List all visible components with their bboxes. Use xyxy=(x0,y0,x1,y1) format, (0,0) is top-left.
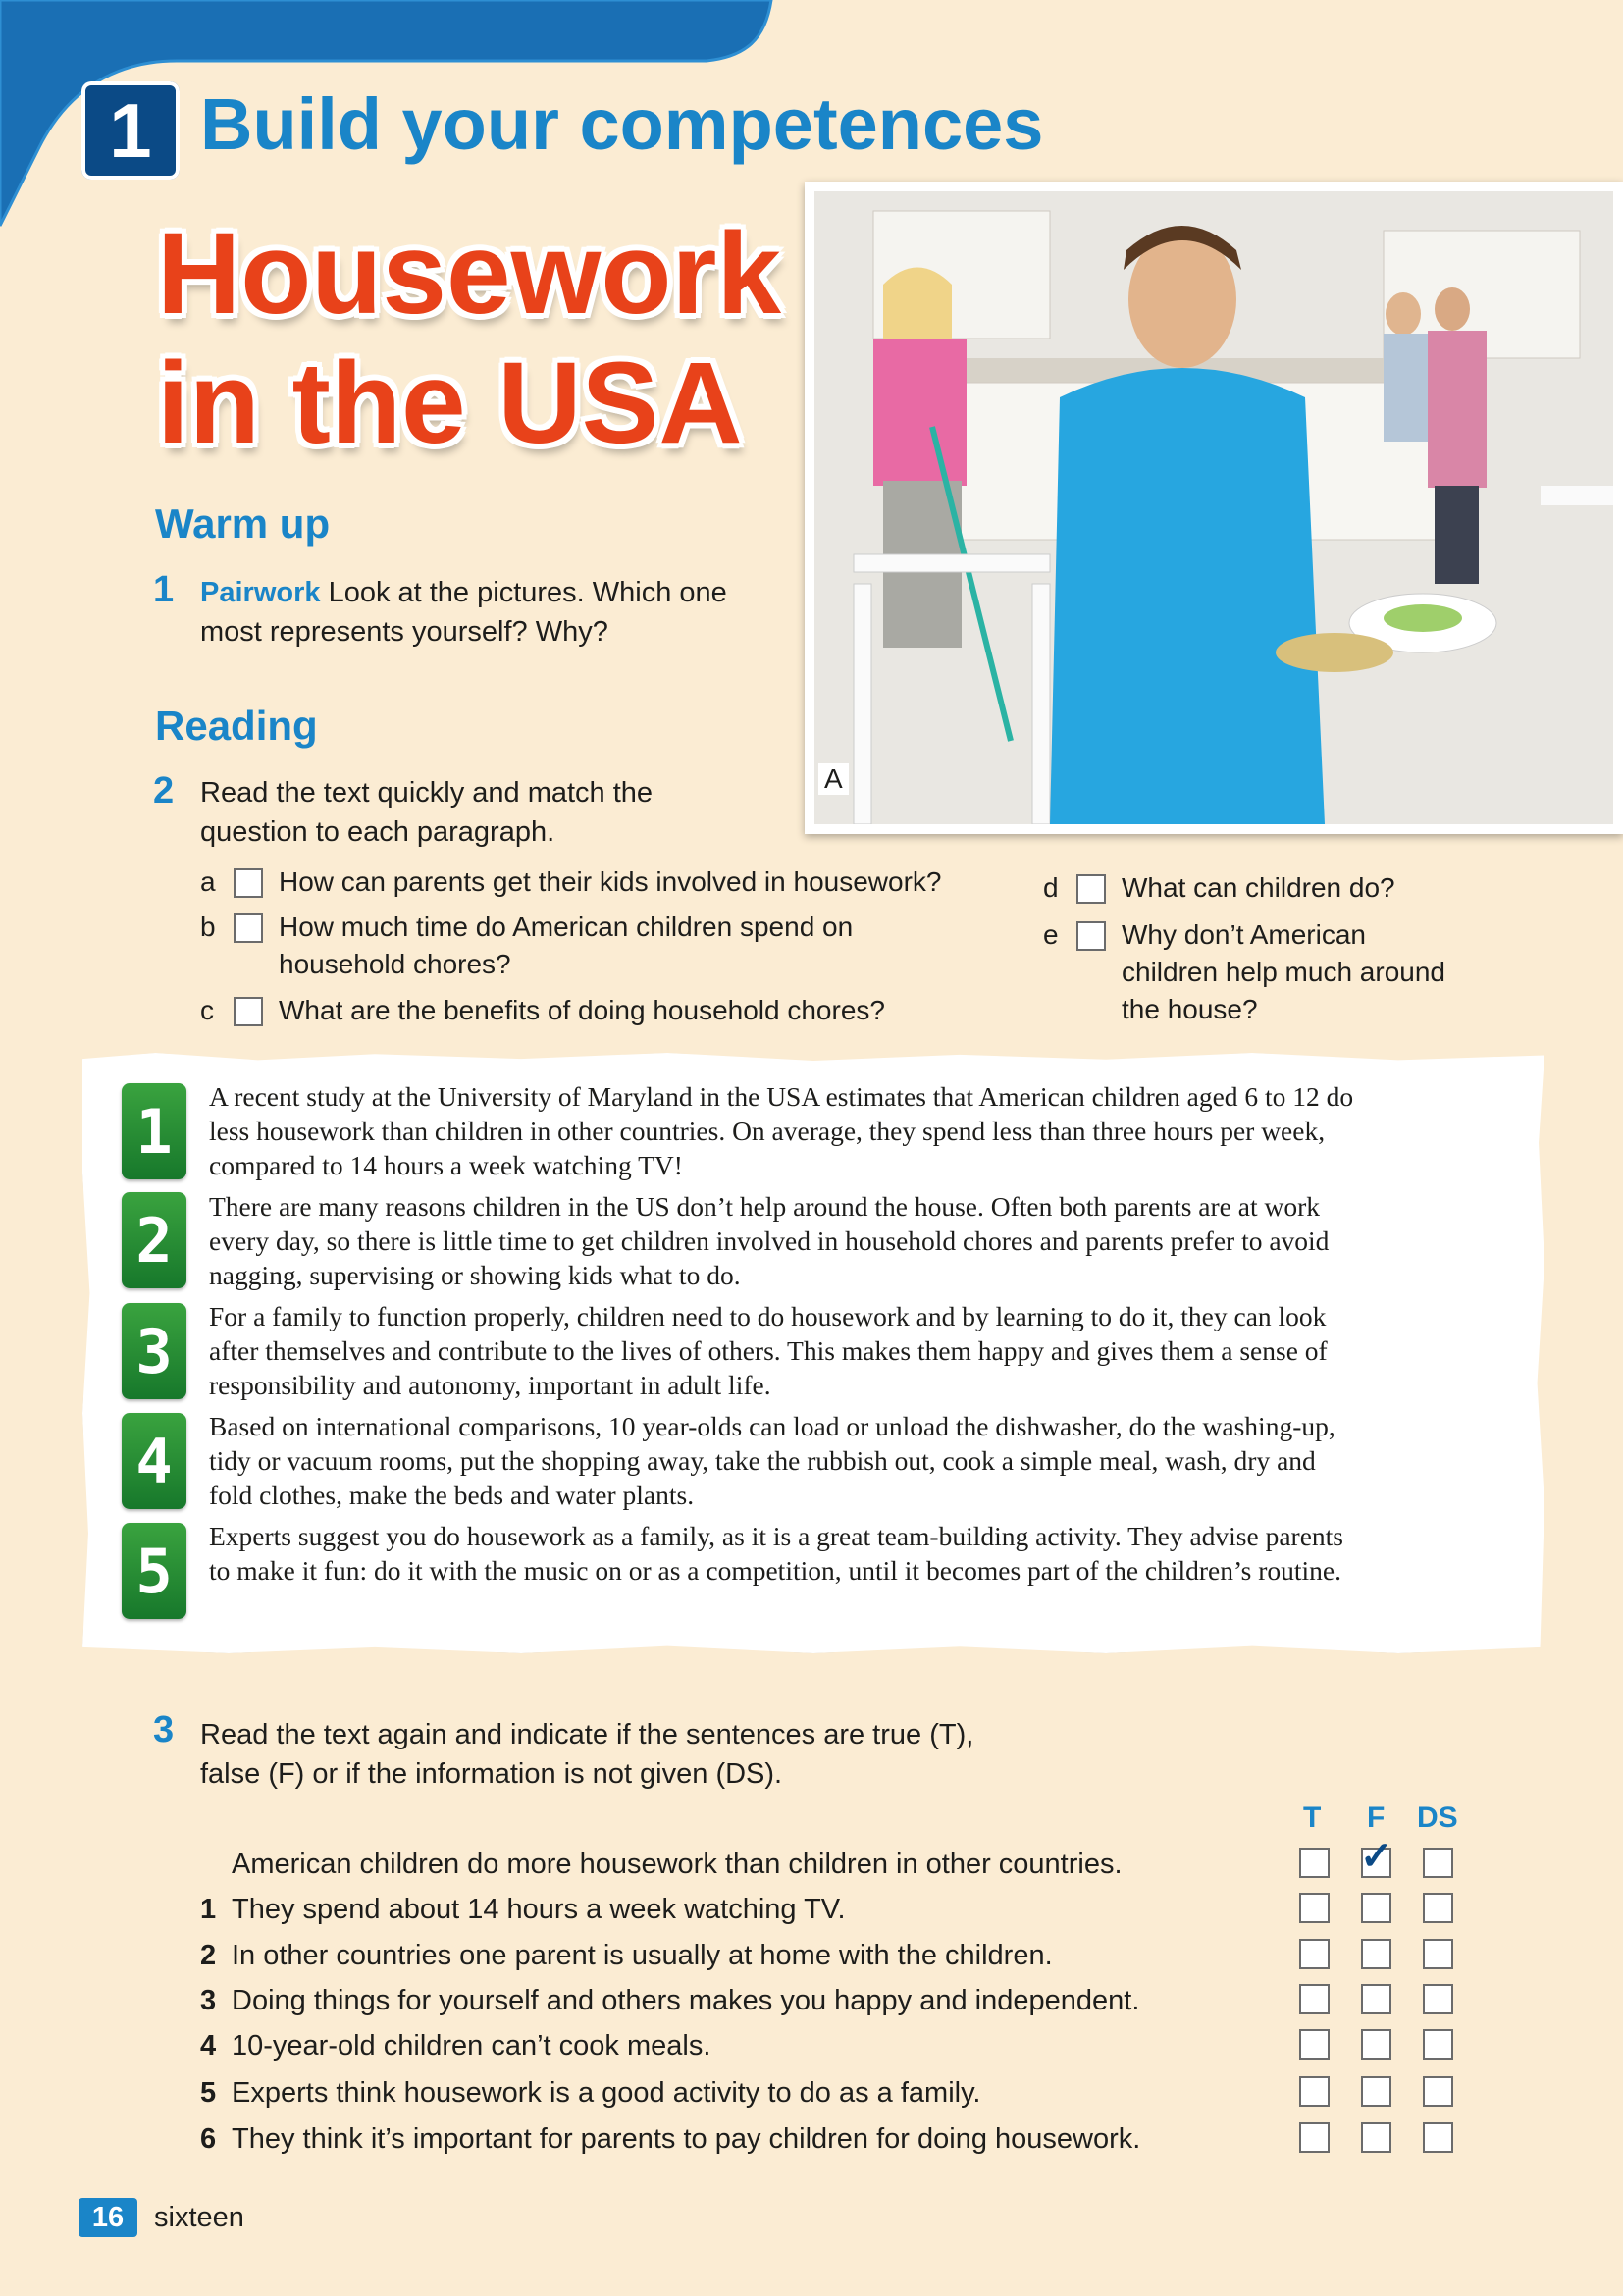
exercise-3-line-2: false (F) or if the information is not given (DS). xyxy=(200,1758,783,1790)
sentence-text: 10-year-old children can’t cook meals. xyxy=(232,2030,711,2061)
question-text-cont: children help much around xyxy=(1122,957,1445,987)
exercise-2-line-2: question to each paragraph. xyxy=(200,816,555,848)
question-text: How can parents get their kids involved in housework? xyxy=(279,866,942,897)
false-box-4[interactable] xyxy=(1361,2029,1391,2060)
question-e xyxy=(1043,916,1534,1034)
false-box-5[interactable] xyxy=(1361,2076,1391,2107)
ds-box-4[interactable] xyxy=(1423,2029,1453,2060)
photo-illustration xyxy=(814,191,1613,824)
sentence-number: 4 xyxy=(200,2030,217,2061)
sentence-number: 5 xyxy=(200,2077,217,2109)
sentence-text: They think it’s important for parents to pay children for doing housework. xyxy=(232,2123,1141,2155)
paragraph-line: nagging, supervising or showing kids what to do. xyxy=(209,1260,741,1290)
paragraph-line: less housework than children in other countries. On average, they spend less than three hours per week, xyxy=(209,1116,1326,1146)
true-box-5[interactable] xyxy=(1299,2076,1330,2107)
exercise-2-instructions xyxy=(200,773,789,852)
true-box-4[interactable] xyxy=(1299,2029,1330,2060)
question-letter: d xyxy=(1043,872,1059,903)
paragraph-line: responsibility and autonomy, important in adult life. xyxy=(209,1370,771,1400)
paragraph-line: Experts suggest you do housework as a family, as it is a great team-building activity. They advise parents xyxy=(209,1521,1343,1551)
ds-box-1[interactable] xyxy=(1423,1893,1453,1923)
sentence-row-3 xyxy=(0,1985,1623,2030)
sentence-text: They spend about 14 hours a week watching TV. xyxy=(232,1894,846,1925)
true-box-1[interactable] xyxy=(1299,1893,1330,1923)
question-letter: b xyxy=(200,912,216,942)
false-box-2[interactable] xyxy=(1361,1939,1391,1969)
paragraph-3 xyxy=(209,1299,1504,1402)
ds-box-5[interactable] xyxy=(1423,2076,1453,2107)
paragraph-number-5: 5 xyxy=(122,1523,186,1619)
paragraph-line: every day, so there is little time to get children involved in household chores and parents prefer to avoid xyxy=(209,1226,1330,1256)
false-box-6[interactable] xyxy=(1361,2122,1391,2153)
sentence-text: Experts think housework is a good activity to do as a family. xyxy=(232,2077,981,2109)
paragraph-line: after themselves and contribute to the lives of others. This makes them happy and gives them a sense of xyxy=(209,1335,1328,1366)
sentence-row-2 xyxy=(0,1940,1623,1985)
question-letter: c xyxy=(200,995,214,1025)
exercise-1-number: 1 xyxy=(153,569,175,610)
ds-box-2[interactable] xyxy=(1423,1939,1453,1969)
photo-label: A xyxy=(818,763,849,795)
exercise-3-line-1: Read the text again and indicate if the sentences are true (T), xyxy=(200,1719,974,1750)
kitchen-photo xyxy=(805,182,1623,834)
paragraph-line: There are many reasons children in the US don’t help around the house. Often both parents are at work xyxy=(209,1191,1320,1222)
paragraph-5 xyxy=(209,1519,1504,1588)
paragraph-line: to make it fun: do it with the music on or as a competition, until it becomes part of the children’s routine. xyxy=(209,1555,1341,1586)
question-text: What are the benefits of doing household chores? xyxy=(279,995,885,1025)
column-false-header: F xyxy=(1367,1801,1386,1834)
sentence-number: 2 xyxy=(200,1940,217,1971)
paragraph-line: A recent study at the University of Maryland in the USA estimates that American children aged 6 to 12 do xyxy=(209,1081,1354,1112)
page-number-word: sixteen xyxy=(154,2202,244,2233)
column-ds-header: DS xyxy=(1417,1801,1458,1834)
false-box-1[interactable] xyxy=(1361,1893,1391,1923)
paragraph-line: For a family to function properly, children need to do housework and by learning to do it, they can look xyxy=(209,1301,1327,1331)
sentence-row-4 xyxy=(0,2030,1623,2075)
question-text: What can children do? xyxy=(1122,872,1395,903)
paragraph-line: fold clothes, make the beds and water plants. xyxy=(209,1480,695,1510)
sentence-text: Doing things for yourself and others makes you happy and independent. xyxy=(232,1985,1140,2016)
exercise-3-number: 3 xyxy=(153,1709,175,1750)
example-sentence: American children do more housework than children in other countries. xyxy=(232,1849,1123,1880)
question-a xyxy=(200,863,1024,903)
exercise-3-instructions xyxy=(200,1715,1181,1794)
question-letter: e xyxy=(1043,919,1059,950)
column-true-header: T xyxy=(1303,1801,1322,1834)
question-b xyxy=(200,909,1024,987)
page-number: 16 xyxy=(79,2198,137,2237)
exercise-2-number: 2 xyxy=(153,770,175,811)
exercise-1-instructions xyxy=(200,573,789,652)
question-letter: a xyxy=(200,866,216,897)
paragraph-2 xyxy=(209,1189,1504,1292)
unit-number-badge: 1 xyxy=(81,81,180,180)
false-box-3[interactable] xyxy=(1361,1984,1391,2014)
question-c xyxy=(200,992,1024,1031)
true-box-3[interactable] xyxy=(1299,1984,1330,2014)
answer-box-e[interactable] xyxy=(1076,921,1106,951)
question-d xyxy=(1043,869,1534,909)
sentence-row-6 xyxy=(0,2123,1623,2168)
paragraph-line: compared to 14 hours a week watching TV! xyxy=(209,1150,683,1180)
answer-box-c[interactable] xyxy=(234,997,263,1026)
paragraph-4 xyxy=(209,1409,1504,1512)
true-box-2[interactable] xyxy=(1299,1939,1330,1969)
true-box-6[interactable] xyxy=(1299,2122,1330,2153)
question-text-cont: household chores? xyxy=(279,949,511,979)
page-title-line-1: Housework xyxy=(157,209,782,339)
answer-box-b[interactable] xyxy=(234,913,263,943)
check-mark-icon: ✓ xyxy=(1360,1835,1393,1878)
paragraph-number-3: 3 xyxy=(122,1303,186,1399)
question-text-cont: the house? xyxy=(1122,994,1258,1024)
question-text: How much time do American children spend on xyxy=(279,912,854,942)
reading-heading: Reading xyxy=(155,703,318,749)
paragraph-line: Based on international comparisons, 10 year-olds can load or unload the dishwasher, do the washing-up, xyxy=(209,1411,1335,1441)
answer-box-d[interactable] xyxy=(1076,874,1106,904)
paragraph-number-4: 4 xyxy=(122,1413,186,1509)
page-title-line-2: in the USA xyxy=(157,339,743,468)
exercise-1-line-1: Look at the pictures. Which one xyxy=(328,577,727,608)
true-box-example[interactable] xyxy=(1299,1848,1330,1878)
ds-box-example[interactable] xyxy=(1423,1848,1453,1878)
warm-up-heading: Warm up xyxy=(155,500,331,547)
sentence-row-1 xyxy=(0,1894,1623,1939)
paragraph-number-1: 1 xyxy=(122,1083,186,1179)
pairwork-label: Pairwork xyxy=(200,577,321,608)
question-text: Why don’t American xyxy=(1122,919,1366,950)
sentence-number: 6 xyxy=(200,2123,217,2155)
exercise-1-line-2: most represents yourself? Why? xyxy=(200,616,608,648)
exercise-2-line-1: Read the text quickly and match the xyxy=(200,777,654,809)
ds-box-3[interactable] xyxy=(1423,1984,1453,2014)
sentence-number: 3 xyxy=(200,1985,217,2016)
sentence-text: In other countries one parent is usually at home with the children. xyxy=(232,1940,1053,1971)
sentence-row-5 xyxy=(0,2077,1623,2122)
sentence-number: 1 xyxy=(200,1894,217,1925)
section-title: Build your competences xyxy=(200,83,1044,165)
answer-box-a[interactable] xyxy=(234,868,263,898)
ds-box-6[interactable] xyxy=(1423,2122,1453,2153)
paragraph-number-2: 2 xyxy=(122,1192,186,1288)
paragraph-line: tidy or vacuum rooms, put the shopping away, take the rubbish out, cook a simple meal, wash, dry and xyxy=(209,1445,1316,1476)
paragraph-1 xyxy=(209,1079,1504,1182)
